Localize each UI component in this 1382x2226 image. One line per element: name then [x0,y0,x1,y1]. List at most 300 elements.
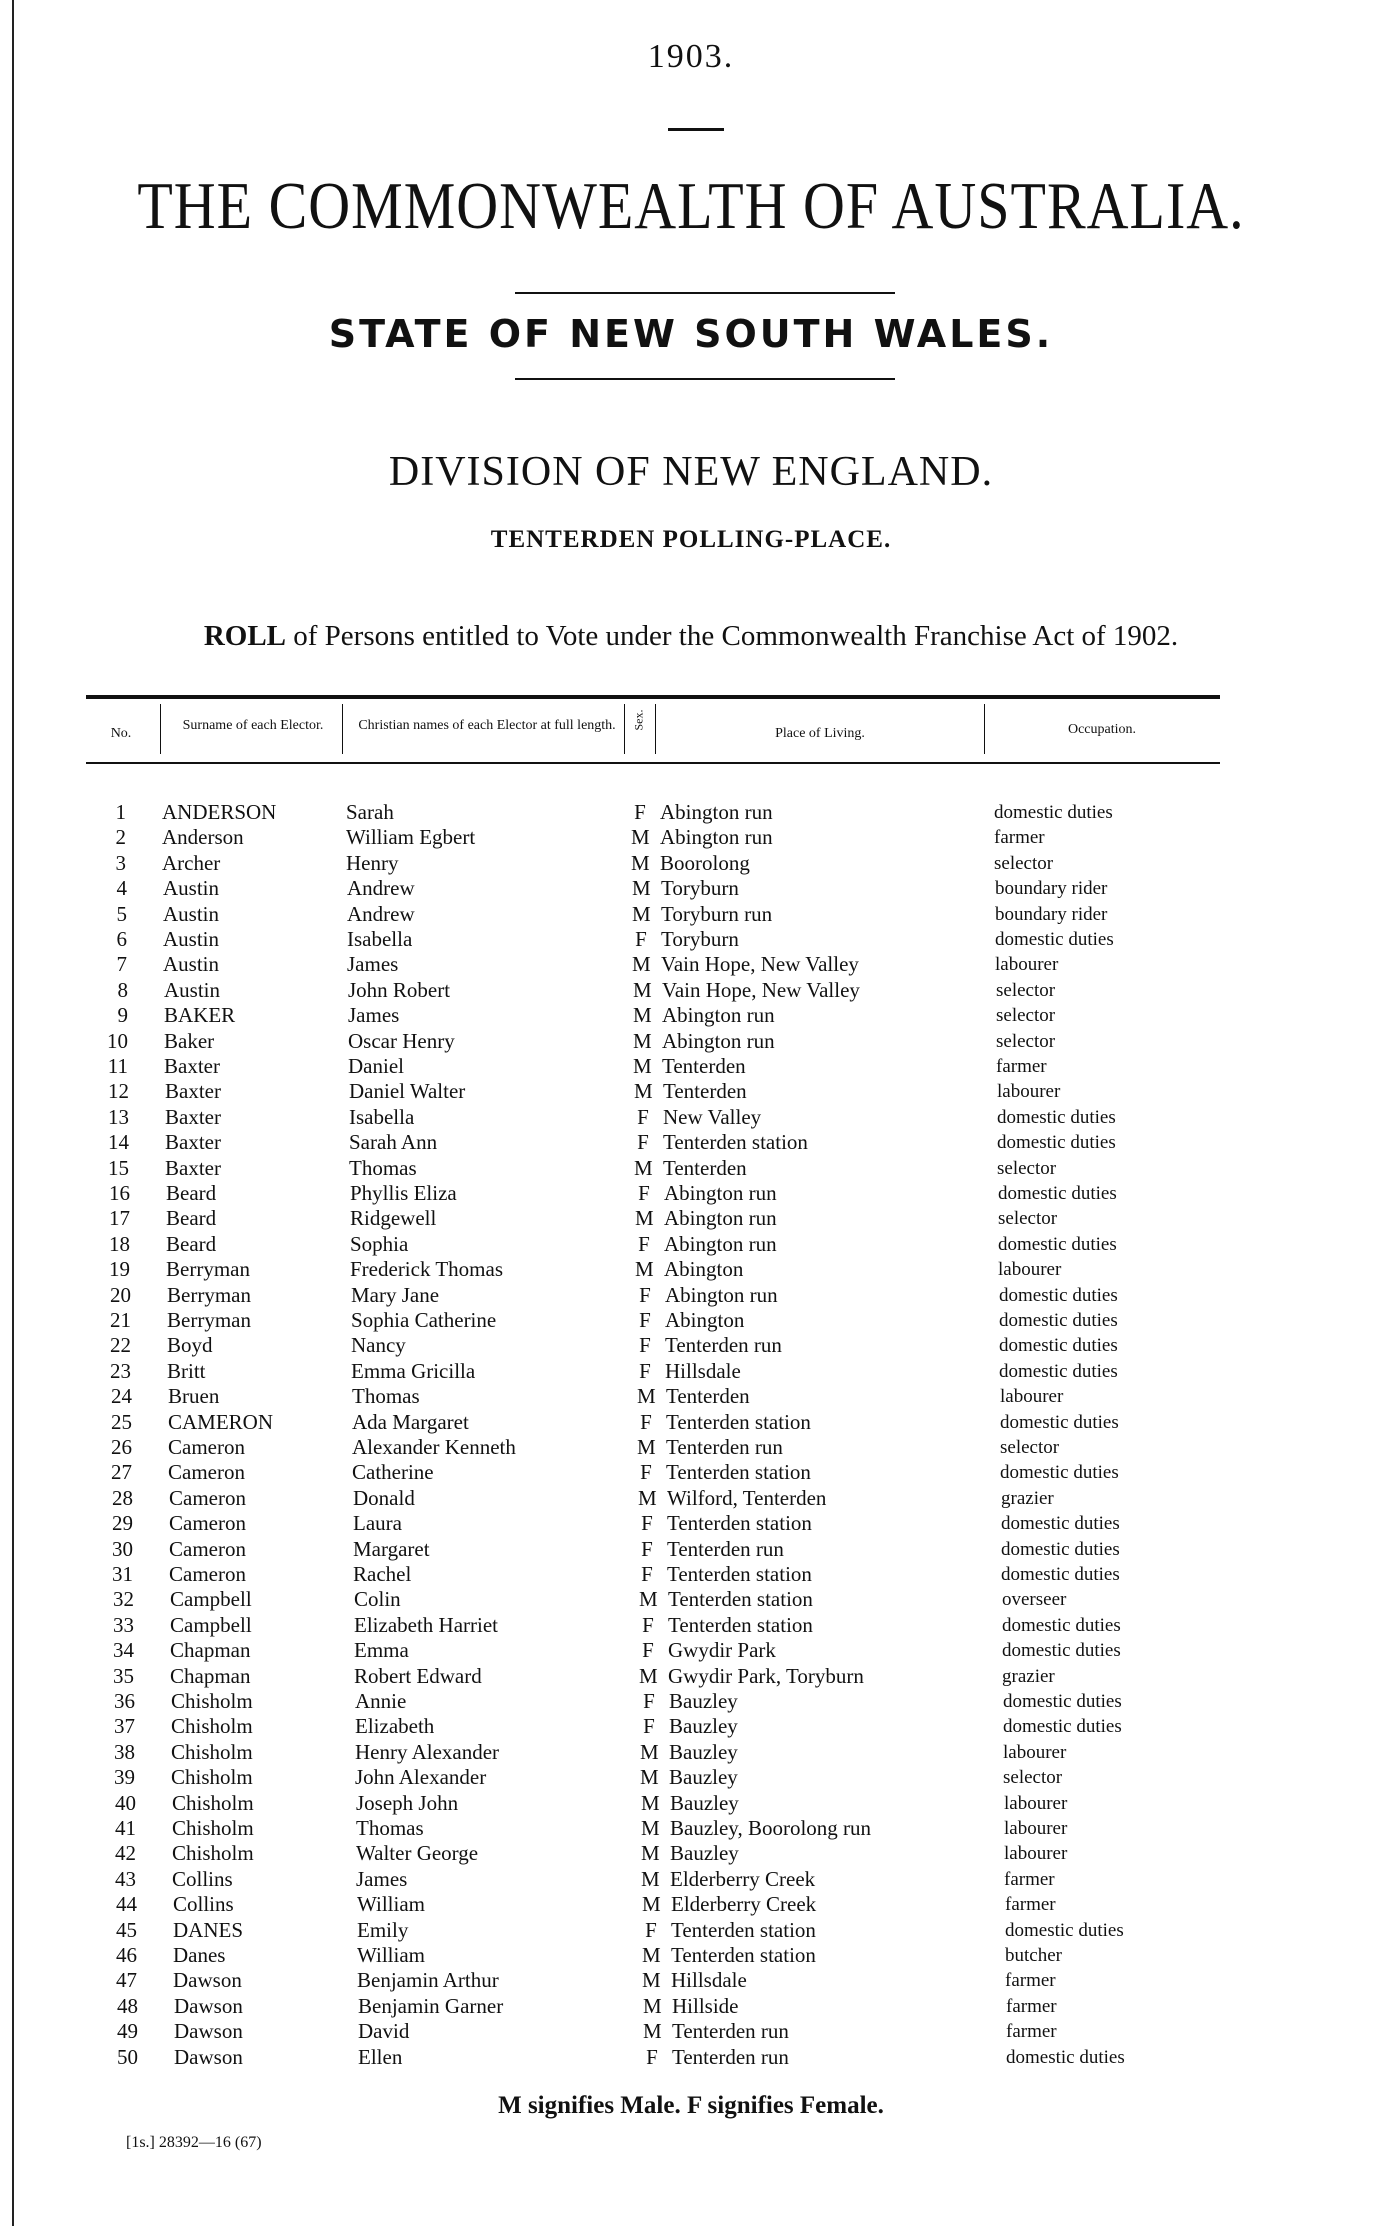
elector-number: 39 [114,1765,135,1790]
elector-christian-names: James [356,1866,408,1891]
elector-occupation: selector [998,1208,1058,1230]
elector-christian-names: Frederick Thomas [350,1257,503,1282]
elector-number: 18 [109,1231,130,1256]
elector-sex: F [640,1460,652,1485]
elector-occupation: grazier [1001,1487,1054,1509]
polling-place-heading: TENTERDEN POLLING-PLACE. [490,526,892,553]
table-row [0,1791,1382,1816]
column-header-no: No. [110,726,132,741]
table-row [0,927,1382,952]
elector-place-of-living: Wilford, Tenterden [667,1485,827,1510]
elector-sex: M [632,901,651,926]
table-row [0,978,1382,1003]
elector-christian-names: Andrew [347,901,415,926]
table-row [0,1054,1382,1079]
elector-occupation: domestic duties [997,1106,1116,1128]
elector-christian-names: Daniel Walter [349,1079,466,1104]
elector-christian-names: John Robert [348,977,451,1002]
state-heading: STATE OF NEW SOUTH WALES. [328,312,1054,356]
elector-occupation: domestic duties [998,1233,1117,1255]
column-divider [624,704,625,754]
elector-occupation: selector [1003,1767,1063,1789]
elector-occupation: domestic duties [1003,1716,1122,1738]
elector-surname: Bruen [168,1384,220,1409]
elector-place-of-living: Vain Hope, New Valley [662,977,860,1002]
elector-number: 24 [111,1384,132,1409]
elector-place-of-living: Bauzley [670,1841,739,1866]
elector-place-of-living: Tenterden station [663,1130,808,1155]
elector-place-of-living: Tenterden run [672,2044,789,2069]
elector-christian-names: Sophia [350,1231,409,1256]
elector-occupation: farmer [1006,1995,1057,2017]
elector-place-of-living: Abington run [662,1028,775,1053]
elector-number: 30 [112,1536,133,1561]
elector-sex: F [638,1231,650,1256]
elector-number: 49 [117,2019,138,2044]
elector-number: 31 [112,1562,133,1586]
elector-number: 3 [115,850,126,875]
elector-number: 1 [115,800,126,824]
roll-text: of Persons entitled to Vote under the Commonwealth Franchise Act of 1902. [293,620,1179,652]
elector-place-of-living: Tenterden station [667,1562,812,1586]
elector-christian-names: Robert Edward [354,1663,482,1688]
elector-sex: M [642,1943,661,1967]
elector-christian-names: Laura [353,1511,402,1536]
elector-number: 40 [115,1790,136,1815]
elector-place-of-living: Abington run [664,1181,777,1205]
elector-surname: Chisholm [172,1841,254,1866]
elector-christian-names: Elizabeth [355,1714,435,1739]
elector-place-of-living: Abington run [664,1231,777,1256]
elector-sex: M [631,850,650,875]
elector-number: 9 [117,1003,128,1028]
elector-christian-names: Phyllis Eliza [350,1181,457,1205]
elector-surname: Baxter [165,1079,221,1104]
elector-surname: Baxter [165,1104,221,1129]
elector-sex: F [634,800,646,824]
elector-occupation: butcher [1005,1945,1062,1966]
elector-place-of-living: Bauzley, Boorolong run [670,1816,872,1840]
elector-christian-names: Ellen [358,2044,403,2069]
table-row [0,1283,1382,1308]
elector-surname: Baxter [165,1130,221,1155]
table-row [0,1105,1382,1130]
elector-surname: Cameron [169,1485,246,1510]
elector-place-of-living: Tenterden [663,1155,747,1180]
elector-number: 41 [115,1816,136,1840]
table-row [0,1333,1382,1358]
elector-christian-names: Emily [357,1917,409,1942]
elector-occupation: domestic duties [999,1284,1118,1306]
elector-christian-names: Oscar Henry [348,1028,455,1053]
elector-number: 19 [109,1257,130,1282]
table-row [0,1689,1382,1714]
elector-surname: Baxter [165,1155,221,1180]
elector-christian-names: Donald [353,1485,415,1510]
elector-occupation: farmer [1006,2021,1057,2043]
elector-surname: Chapman [170,1663,251,1688]
elector-sex: F [639,1333,651,1358]
elector-christian-names: Mary Jane [351,1282,440,1307]
table-row [0,1562,1382,1587]
elector-occupation: selector [1000,1437,1060,1458]
elector-christian-names: Joseph John [356,1790,459,1815]
elector-place-of-living: Tenterden station [668,1612,813,1637]
elector-place-of-living: Abington run [660,800,773,824]
elector-sex: M [633,977,652,1002]
page-title: THE COMMONWEALTH OF AUSTRALIA. [137,168,1245,243]
elector-christian-names: Ada Margaret [352,1409,469,1434]
table-row [0,825,1382,850]
elector-sex: M [642,1968,661,1993]
table-row [0,902,1382,927]
table-row [0,1740,1382,1765]
print-reference: [1s.] 28392—16 (67) [126,2134,262,2151]
elector-number: 8 [117,977,128,1002]
elector-place-of-living: Vain Hope, New Valley [661,952,859,977]
elector-number: 7 [116,952,127,977]
table-row [0,1410,1382,1435]
elector-place-of-living: Tenterden station [666,1460,811,1485]
elector-occupation: farmer [1004,1868,1055,1890]
table-header-rule-bottom [86,762,1220,764]
table-row [0,1257,1382,1282]
table-row [0,1816,1382,1841]
table-row [0,1435,1382,1460]
elector-surname: Austin [164,977,221,1002]
elector-number: 48 [117,1993,138,2018]
elector-place-of-living: Tenterden station [668,1587,813,1612]
elector-place-of-living: Abington run [662,1003,775,1028]
elector-occupation: domestic duties [1000,1462,1119,1484]
table-row [0,1359,1382,1384]
table-row [0,1994,1382,2019]
state-rule-bottom [515,378,895,380]
elector-occupation: labourer [997,1081,1061,1103]
elector-place-of-living: Abington run [665,1282,778,1307]
elector-surname: Cameron [169,1511,246,1536]
elector-surname: CAMERON [168,1409,274,1434]
elector-sex: M [634,1079,653,1104]
table-row [0,1714,1382,1739]
elector-sex: M [640,1739,659,1764]
elector-christian-names: Isabella [347,927,413,951]
column-header-surname: Surname of each Elector. [182,718,324,733]
elector-occupation: farmer [1005,1970,1056,1992]
table-row [0,1918,1382,1943]
elector-occupation: selector [996,1005,1056,1027]
elector-sex: M [637,1435,656,1459]
elector-surname: Chapman [170,1638,251,1663]
elector-number: 10 [107,1028,128,1053]
elector-number: 34 [113,1638,134,1663]
elector-place-of-living: Boorolong [660,850,750,875]
division-heading: DIVISION OF NEW ENGLAND. [388,449,994,495]
table-row [0,1943,1382,1968]
elector-christian-names: Emma [354,1638,409,1663]
elector-christian-names: Emma Gricilla [351,1358,476,1383]
elector-place-of-living: Gwydir Park, Toryburn [668,1663,864,1688]
elector-christian-names: William [357,1892,425,1917]
elector-place-of-living: Elderberry Creek [671,1892,817,1917]
elector-place-of-living: Tenterden [662,1054,746,1078]
elector-sex: F [645,1917,657,1942]
elector-number: 12 [108,1079,129,1104]
elector-occupation: domestic duties [1005,1919,1124,1941]
elector-christian-names: Benjamin Garner [358,1993,504,2018]
elector-sex: F [642,1612,654,1637]
elector-number: 2 [115,825,126,850]
elector-place-of-living: Bauzley [669,1714,738,1739]
elector-surname: Chisholm [172,1816,254,1840]
table-row [0,1867,1382,1892]
elector-sex: F [643,1689,655,1713]
elector-place-of-living: Bauzley [669,1689,738,1713]
table-row [0,1537,1382,1562]
elector-number: 11 [107,1054,128,1078]
column-header-occupation: Occupation. [1067,722,1137,737]
elector-place-of-living: Tenterden run [672,2019,789,2044]
elector-occupation: domestic duties [1002,1614,1121,1636]
table-row [0,1892,1382,1917]
elector-number: 28 [112,1485,133,1510]
elector-place-of-living: Toryburn [661,876,739,901]
elector-christian-names: Henry Alexander [355,1739,500,1764]
elector-sex: F [637,1130,649,1155]
elector-sex: M [641,1790,660,1815]
elector-christian-names: Margaret [353,1536,430,1561]
elector-christian-names: Daniel [348,1054,404,1078]
table-header-rule-top [86,695,1220,699]
column-header-christian: Christian names of each Elector at full length. [358,718,616,733]
elector-place-of-living: Abington [665,1308,745,1332]
table-row [0,1206,1382,1231]
elector-occupation: farmer [994,827,1045,849]
elector-christian-names: Rachel [353,1562,412,1586]
elector-sex: F [646,2044,658,2069]
table-row [0,1232,1382,1257]
elector-christian-names: Walter George [356,1841,479,1866]
elector-sex: M [632,876,651,901]
table-row [0,1181,1382,1206]
elector-place-of-living: Tenterden run [666,1435,783,1459]
elector-christian-names: James [347,952,399,977]
elector-sex: M [633,1054,652,1078]
elector-surname: Beard [166,1206,217,1231]
elector-occupation: labourer [1003,1741,1067,1763]
elector-christian-names: John Alexander [355,1765,487,1790]
elector-occupation: domestic duties [994,802,1113,823]
elector-surname: Cameron [168,1435,245,1459]
elector-place-of-living: Toryburn run [661,901,773,926]
elector-occupation: domestic duties [1006,2046,1125,2068]
elector-surname: Chisholm [171,1765,253,1790]
elector-number: 5 [116,901,127,926]
table-row [0,1587,1382,1612]
elector-christian-names: Alexander Kenneth [352,1435,516,1459]
elector-sex: M [637,1384,656,1409]
elector-surname: Austin [163,901,220,926]
elector-surname: Collins [172,1866,233,1891]
elector-sex: F [639,1308,651,1332]
elector-surname: Dawson [174,2019,243,2044]
elector-surname: Archer [162,850,221,875]
table-row [0,800,1382,825]
elector-christian-names: Sarah [346,800,394,824]
elector-sex: M [631,825,650,850]
elector-place-of-living: Toryburn [661,927,739,951]
elector-number: 37 [114,1714,135,1739]
elector-christian-names: Ridgewell [350,1206,437,1231]
elector-sex: F [638,1181,650,1205]
elector-place-of-living: Tenterden station [671,1943,816,1967]
elector-sex: M [632,952,651,977]
elector-surname: Campbell [170,1612,252,1637]
elector-place-of-living: Tenterden run [665,1333,782,1358]
elector-place-of-living: Tenterden [663,1079,747,1104]
elector-place-of-living: Tenterden station [671,1917,816,1942]
column-divider [984,704,985,754]
elector-number: 27 [111,1460,132,1485]
elector-place-of-living: Abington run [664,1206,777,1231]
elector-surname: Dawson [174,1993,243,2018]
elector-surname: Austin [163,952,220,977]
elector-occupation: grazier [1002,1665,1055,1687]
elector-occupation: labourer [1000,1386,1064,1408]
table-row [0,952,1382,977]
elector-surname: ANDERSON [162,800,277,824]
elector-occupation: farmer [996,1056,1047,1077]
elector-surname: Chisholm [171,1714,253,1739]
elector-occupation: domestic duties [998,1183,1117,1204]
elector-number: 6 [116,927,127,951]
elector-occupation: boundary rider [995,903,1108,925]
elector-christian-names: James [348,1003,400,1028]
elector-place-of-living: Tenterden run [667,1536,784,1561]
table-row [0,1638,1382,1663]
elector-surname: BAKER [164,1003,236,1028]
elector-sex: F [641,1562,653,1586]
column-header-place: Place of Living. [775,726,865,741]
column-divider [342,704,343,754]
elector-christian-names: David [358,2019,410,2044]
year-rule [668,128,724,131]
elector-number: 46 [116,1943,137,1967]
elector-number: 13 [108,1104,129,1129]
table-row [0,1613,1382,1638]
elector-sex: M [634,1155,653,1180]
elector-sex: M [643,2019,662,2044]
elector-number: 50 [117,2044,138,2069]
elector-christian-names: William [357,1943,425,1967]
elector-occupation: labourer [1004,1818,1068,1839]
elector-surname: Berryman [167,1282,251,1307]
elector-sex: M [633,1028,652,1053]
year-heading: 1903. [647,38,735,75]
elector-occupation: domestic duties [1001,1513,1120,1535]
elector-sex: F [637,1104,649,1129]
elector-number: 22 [110,1333,131,1358]
elector-number: 29 [112,1511,133,1536]
table-row [0,1460,1382,1485]
table-row [0,1079,1382,1104]
elector-number: 44 [116,1892,137,1917]
elector-sex: M [635,1257,654,1282]
elector-occupation: boundary rider [995,878,1108,900]
elector-place-of-living: Abington run [660,825,773,850]
elector-sex: F [639,1358,651,1383]
elector-surname: Beard [166,1181,217,1205]
elector-occupation: labourer [1004,1843,1068,1865]
elector-christian-names: Henry [346,850,399,875]
elector-number: 25 [111,1409,132,1434]
elector-sex: M [633,1003,652,1028]
state-rule-top [515,292,895,294]
table-row [0,1130,1382,1155]
elector-number: 42 [115,1841,136,1866]
elector-surname: Beard [166,1231,217,1256]
elector-number: 35 [113,1663,134,1688]
elector-sex: F [640,1409,652,1434]
elector-surname: Collins [173,1892,234,1917]
elector-occupation: domestic duties [997,1132,1116,1154]
elector-sex: M [641,1841,660,1866]
table-row [0,1841,1382,1866]
elector-occupation: selector [996,1030,1056,1052]
elector-christian-names: Sarah Ann [349,1130,438,1155]
elector-christian-names: Thomas [356,1816,424,1840]
elector-place-of-living: Abington [664,1257,744,1282]
elector-occupation: selector [997,1157,1057,1179]
elector-place-of-living: New Valley [663,1104,762,1129]
sex-legend: M signifies Male. F signifies Female. [498,2092,884,2119]
elector-christian-names: Catherine [352,1460,434,1485]
elector-sex: M [638,1485,657,1510]
elector-surname: Austin [163,876,220,901]
elector-christian-names: Thomas [352,1384,420,1409]
table-row [0,2045,1382,2070]
elector-place-of-living: Hillside [672,1993,739,2018]
elector-surname: Cameron [169,1562,246,1586]
elector-place-of-living: Tenterden station [667,1511,812,1536]
elector-sex: F [642,1638,654,1663]
elector-surname: Chisholm [172,1790,254,1815]
elector-number: 33 [113,1612,134,1637]
elector-surname: DANES [173,1917,244,1942]
table-row [0,1308,1382,1333]
elector-christian-names: Thomas [349,1155,417,1180]
elector-sex: M [639,1587,658,1612]
elector-occupation: domestic duties [1000,1411,1119,1433]
elector-number: 17 [109,1206,130,1231]
elector-sex: F [641,1511,653,1536]
elector-sex: F [639,1282,651,1307]
elector-christian-names: Colin [354,1587,401,1612]
elector-occupation: domestic duties [999,1310,1118,1331]
roll-lead: ROLL [203,620,286,652]
elector-surname: Dawson [173,1968,242,1993]
elector-place-of-living: Tenterden station [666,1409,811,1434]
table-row [0,1486,1382,1511]
elector-surname: Baxter [164,1054,220,1078]
table-row [0,1029,1382,1054]
elector-occupation: overseer [1002,1589,1067,1611]
elector-occupation: domestic duties [999,1335,1118,1357]
elector-occupation: farmer [1005,1894,1056,1916]
column-divider [655,704,656,754]
elector-number: 36 [114,1689,135,1713]
elector-number: 14 [108,1130,129,1155]
